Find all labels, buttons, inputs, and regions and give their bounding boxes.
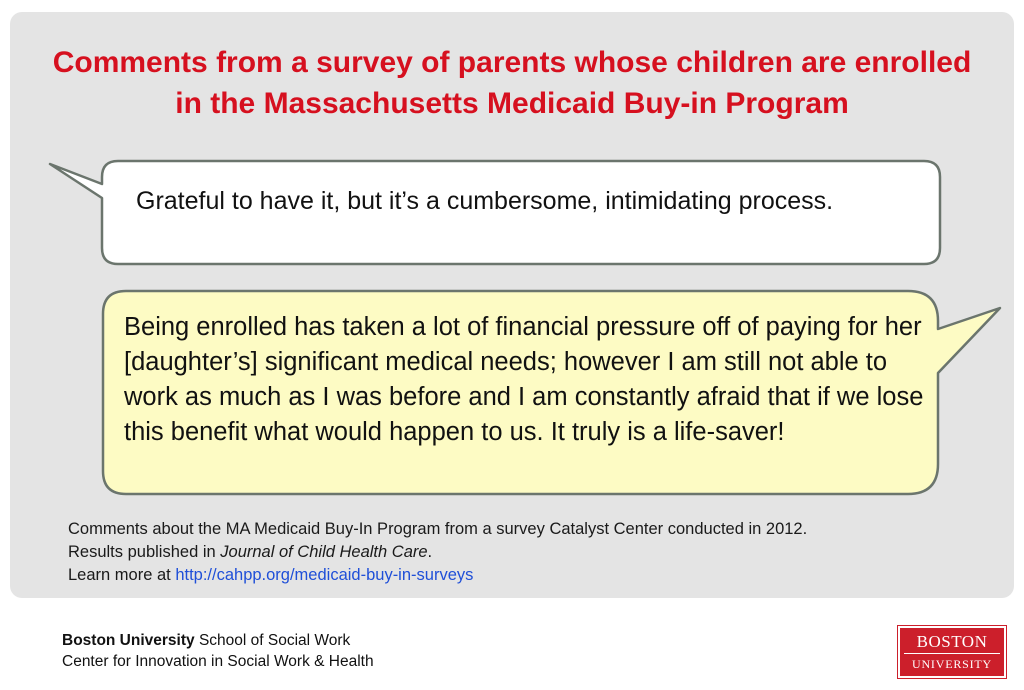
caption-line-3 xyxy=(68,564,988,587)
source-caption xyxy=(68,518,988,587)
caption-line-2-prefix: Results published in xyxy=(68,543,221,561)
footer-line-2: Center for Innovation in Social Work & Health xyxy=(62,653,374,670)
caption-line-2-suffix: . xyxy=(427,543,433,561)
caption-line-3-prefix: Learn more at xyxy=(68,566,176,584)
quote-text-2: Being enrolled has taken a lot of financial pressure off of paying for her [daughter’s] significant medical needs; however I am still not able to work as much as I was before and I am constantly afraid that if we lose this benefit what would happen to us. It truly is a life-saver! xyxy=(124,313,924,446)
quote-text-1: Grateful to have it, but it’s a cumbersome, intimidating process. xyxy=(136,187,834,215)
caption-line-1: Comments about the MA Medicaid Buy-In Program from a survey Catalyst Center conducted in 2012. xyxy=(68,520,808,538)
footer-org-rest: School of Social Work xyxy=(194,632,351,649)
caption-line-2 xyxy=(68,541,988,564)
footer-organization xyxy=(62,630,374,672)
journal-name: Journal of Child Health Care xyxy=(220,543,428,561)
boston-university-logo xyxy=(898,626,1006,678)
survey-link[interactable]: http://cahpp.org/medicaid-buy-in-surveys xyxy=(175,566,474,584)
footer-org-bold: Boston University xyxy=(62,632,195,649)
footer-line-1 xyxy=(62,630,374,651)
logo-line-1: BOSTON xyxy=(916,632,988,651)
slide-title: Comments from a survey of parents whose children are enrolled in the Massachusetts Medicaid Buy-in Program xyxy=(52,46,972,120)
logo-line-2: UNIVERSITY xyxy=(904,653,1000,672)
